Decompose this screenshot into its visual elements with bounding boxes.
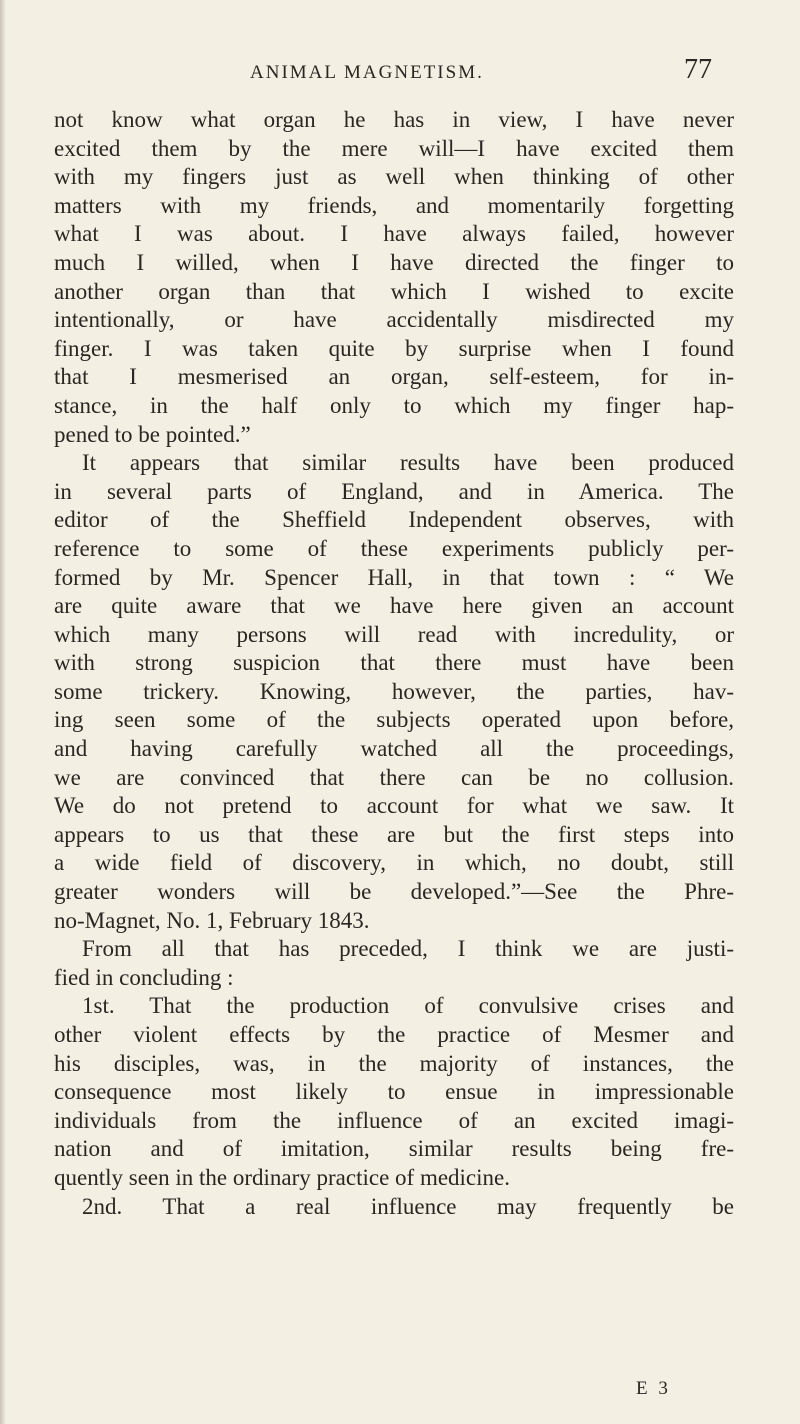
text-line: other violent effects by the practice of Mesmer and bbox=[54, 1022, 734, 1047]
text-line: 2nd. That a real influence may frequently be bbox=[82, 1193, 734, 1219]
text-line: editor of the Sheffield Independent observes, with bbox=[54, 507, 734, 533]
text-line: We do not pretend to account for what we saw. It bbox=[54, 793, 734, 819]
text-line: consequence most likely to ensue in impressionable bbox=[54, 1079, 734, 1105]
text-line: with my fingers just as well when thinking of other bbox=[54, 164, 734, 190]
text-line: no-Magnet, No. 1, February 1843. bbox=[54, 907, 370, 933]
text-line: which many persons will read with incredulity, or bbox=[54, 621, 734, 647]
text-line: individuals from the influence of an excited imagi- bbox=[54, 1107, 734, 1133]
text-line: appears to us that these are but the first steps into bbox=[54, 821, 734, 847]
text-line: some trickery. Knowing, however, the parties, hav- bbox=[54, 678, 734, 704]
text-line: nation and of imitation, similar results being fre- bbox=[54, 1136, 734, 1162]
text-line: another organ than that which I wished to excite bbox=[54, 278, 734, 304]
text-line: 1st. That the production of convulsive crises and bbox=[82, 993, 734, 1019]
body-text bbox=[54, 106, 734, 1221]
page-edge-shadow bbox=[0, 0, 6, 1424]
text-line: quently seen in the ordinary practice of medicine. bbox=[54, 1164, 510, 1190]
running-title: ANIMAL MAGNETISM. bbox=[250, 62, 484, 83]
text-line: in several parts of England, and in America. The bbox=[54, 478, 734, 504]
text-line: excited them by the mere will—I have excited them bbox=[54, 135, 734, 161]
text-line: formed by Mr. Spencer Hall, in that town : “ We bbox=[54, 564, 734, 590]
text-line: greater wonders will be developed.”—See the Phre- bbox=[54, 879, 734, 905]
text-line: intentionally, or have accidentally misdirected my bbox=[54, 307, 734, 333]
page-number: 77 bbox=[684, 54, 712, 85]
text-line: fied in concluding : bbox=[54, 964, 234, 990]
text-line: a wide field of discovery, in which, no doubt, still bbox=[54, 850, 734, 876]
text-line: From all that has preceded, I think we are justi- bbox=[82, 936, 734, 962]
text-line: It appears that similar results have been produced bbox=[82, 450, 734, 476]
text-line: stance, in the half only to which my finger hap- bbox=[54, 392, 734, 418]
text-line: much I willed, when I have directed the finger to bbox=[54, 249, 734, 275]
text-line: we are convinced that there can be no collusion. bbox=[54, 764, 734, 790]
text-line: pened to be pointed.” bbox=[54, 421, 251, 447]
text-line: are quite aware that we have here given an account bbox=[54, 593, 734, 619]
text-line: his disciples, was, in the majority of instances, the bbox=[54, 1050, 734, 1076]
text-line: not know what organ he has in view, I have never bbox=[54, 107, 734, 132]
text-line: reference to some of these experiments publicly per- bbox=[54, 535, 734, 561]
text-line: matters with my friends, and momentarily forgetting bbox=[54, 192, 734, 218]
text-line: and having carefully watched all the proceedings, bbox=[54, 736, 734, 762]
text-line: finger. I was taken quite by surprise when I found bbox=[54, 335, 734, 361]
text-line: what I was about. I have always failed, however bbox=[54, 221, 734, 247]
text-line: ing seen some of the subjects operated upon before, bbox=[54, 707, 734, 733]
text-line: that I mesmerised an organ, self-esteem, for in- bbox=[54, 364, 734, 390]
text-line: with strong suspicion that there must have been bbox=[54, 650, 734, 676]
running-header bbox=[0, 54, 800, 98]
signature-mark: E 3 bbox=[636, 1378, 671, 1399]
